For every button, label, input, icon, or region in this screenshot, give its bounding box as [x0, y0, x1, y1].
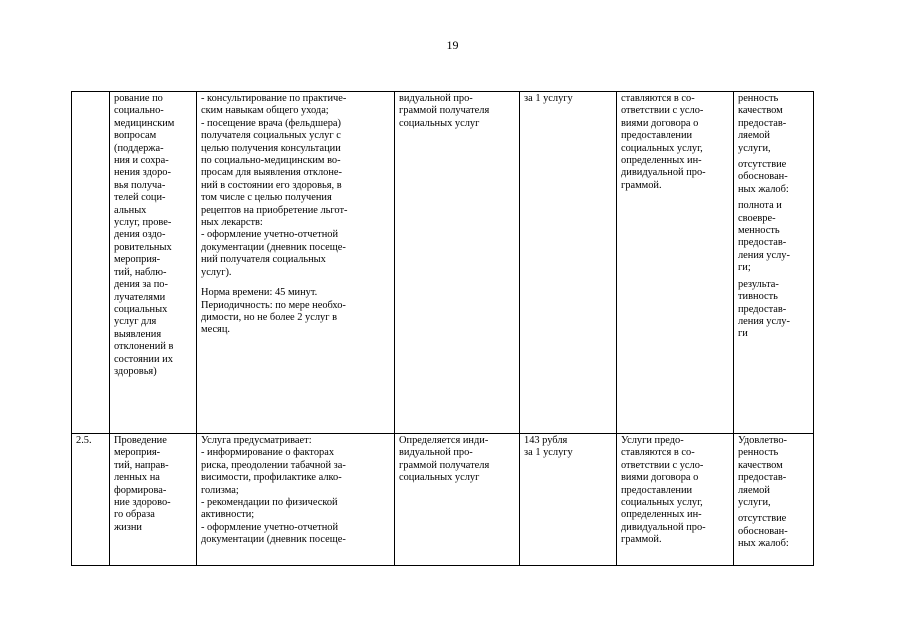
- cell-text-line: медицинским: [114, 117, 175, 129]
- cell-text-line: рецептов на приобретение льгот-: [201, 204, 348, 216]
- cell-text-line: граммой.: [621, 179, 662, 191]
- cell-text-line: ставляются в со-: [621, 447, 695, 459]
- cell-text-line: ответствии с усло-: [621, 459, 704, 471]
- cell-text-line: предоставлении: [621, 130, 693, 142]
- cell-text-line: получателя социальных услуг с: [201, 130, 341, 142]
- cell-text-line: услуги,: [738, 497, 771, 509]
- cell-text-line: граммой получателя: [399, 105, 490, 117]
- cell-text-line: целью получения консультации: [201, 142, 341, 154]
- cell-text-line: здоровья): [114, 365, 157, 377]
- cell-quality-indicators: [734, 434, 814, 566]
- cell-text-line: ления услу-: [738, 315, 790, 327]
- cell-text-line: го образа: [114, 509, 155, 521]
- cell-text-line: ных лекарств:: [201, 217, 263, 229]
- cell-text-line: услуг).: [201, 266, 232, 278]
- cell-text-line: качеством: [738, 459, 783, 471]
- cell-text-line: определенных ин-: [621, 509, 702, 521]
- cell-service-volume: [395, 92, 520, 434]
- cell-text-line: ровительных: [114, 241, 172, 253]
- cell-text-line: предостав-: [738, 303, 787, 315]
- cell-text-line: дения за по-: [114, 279, 168, 291]
- cell-text-line: предостав-: [738, 237, 787, 249]
- cell-text-line: Услуга предусматривает:: [201, 435, 312, 446]
- cell-text-line: активности;: [201, 509, 255, 521]
- cell-text-line: дения оздо-: [114, 229, 166, 241]
- cell-text-line: ским навыкам общего ухода;: [201, 105, 329, 117]
- table-row: [72, 92, 814, 434]
- cell-text-line: социальных услуг,: [621, 497, 703, 509]
- cell-service-conditions: [617, 92, 734, 434]
- cell-text-line: риска, преодолении табачной за-: [201, 459, 346, 471]
- cell-text-line: вья получа-: [114, 179, 166, 191]
- cell-text-line: висимости, профилактике алко-: [201, 472, 342, 484]
- cell-text-line: мероприя-: [114, 254, 161, 266]
- cell-text-line: своевре-: [738, 212, 776, 224]
- cell-text-line: тий, наблю-: [114, 266, 167, 278]
- cell-text-line: просам для выявления отклоне-: [201, 167, 342, 179]
- cell-text-line: 143 рубля: [524, 435, 568, 446]
- cell-text-line: Проведение: [114, 435, 167, 446]
- page-number: 19: [446, 38, 459, 52]
- cell-text-line: тий, направ-: [114, 459, 169, 471]
- cell-text-line: ных жалоб:: [738, 183, 789, 195]
- cell-text-line: ренность: [738, 93, 779, 104]
- cell-text-line: том числе с целью получения: [201, 192, 332, 204]
- cell-text-line: виями договора о: [621, 472, 699, 484]
- cell-service-volume: [395, 434, 520, 566]
- cell-text-line: ных жалоб:: [738, 538, 789, 550]
- cell-text-line: услуги,: [738, 142, 771, 154]
- cell-text-line: социальных услуг,: [621, 142, 703, 154]
- cell-text-line: предостав-: [738, 472, 787, 484]
- cell-service-price: [520, 434, 617, 566]
- cell-text-line: мероприя-: [114, 447, 161, 459]
- cell-service-description: [197, 92, 395, 434]
- cell-text-line: ги: [738, 328, 748, 340]
- cell-text-line: вопросам: [114, 130, 157, 142]
- cell-text-line: лучателями: [114, 291, 166, 303]
- cell-text-line: обоснован-: [738, 525, 788, 537]
- cell-text-line: нения здоро-: [114, 167, 171, 179]
- cell-text-line: тивность: [738, 291, 778, 303]
- cell-service-price: [520, 92, 617, 434]
- cell-text-line: жизни: [114, 521, 142, 533]
- cell-text-line: за 1 услугу: [524, 93, 573, 104]
- cell-text-line: ги;: [738, 262, 751, 274]
- cell-text-line: выявления: [114, 328, 162, 340]
- cell-text-line: ляемой: [738, 484, 770, 496]
- cell-text-line: ренность: [738, 447, 779, 459]
- cell-text-line: альных: [114, 204, 147, 216]
- cell-text-line: видуальной про-: [399, 93, 473, 104]
- cell-text-line: ленных на: [114, 472, 160, 484]
- cell-text-line: определенных ин-: [621, 155, 702, 167]
- cell-text-line: документации (дневник посеще-: [201, 241, 346, 253]
- cell-text-line: формирова-: [114, 484, 167, 496]
- cell-service-description: [197, 434, 395, 566]
- cell-text-line: дивидуальной про-: [621, 167, 706, 179]
- cell-text-line: за 1 услугу: [524, 447, 573, 459]
- cell-text-line: граммой.: [621, 534, 662, 546]
- cell-text-line: предостав-: [738, 117, 787, 129]
- cell-text-line: социальных услуг: [399, 472, 480, 484]
- cell-text-line: услуг, прове-: [114, 217, 172, 229]
- cell-number: [72, 92, 110, 434]
- cell-text-line: виями договора о: [621, 117, 699, 129]
- cell-text-line: качеством: [738, 105, 783, 117]
- cell-text-line: месяц.: [201, 324, 230, 336]
- cell-quality-indicators: [734, 92, 814, 434]
- cell-text-line: менность: [738, 225, 780, 237]
- cell-text-line: (поддержа-: [114, 142, 164, 154]
- cell-text-line: Норма времени: 45 минут.: [201, 287, 318, 299]
- cell-text-line: ние здорово-: [114, 497, 171, 509]
- cell-text-line: обоснован-: [738, 171, 788, 183]
- services-table: [71, 91, 814, 566]
- cell-text-line: Удовлетво-: [738, 435, 787, 446]
- cell-text-line: голизма;: [201, 484, 239, 496]
- cell-text-line: документации (дневник посеще-: [201, 534, 346, 546]
- cell-text-line: по социально-медицинским во-: [201, 155, 341, 167]
- cell-text-line: - оформление учетно-отчетной: [201, 229, 339, 241]
- cell-text-line: ставляются в со-: [621, 93, 695, 104]
- cell-text-line: - посещение врача (фельдшера): [201, 117, 341, 129]
- cell-text-line: Определяется инди-: [399, 435, 489, 446]
- cell-text-line: социальных: [114, 303, 168, 315]
- cell-text-line: - информирование о факторах: [201, 447, 335, 459]
- cell-text-line: граммой получателя: [399, 459, 490, 471]
- cell-service-name: [110, 434, 197, 566]
- cell-text-line: полнота и: [738, 200, 782, 212]
- cell-text-line: предоставлении: [621, 484, 693, 496]
- cell-text-line: - консультирование по практиче-: [201, 93, 347, 104]
- cell-text-line: ний в состоянии его здоровья, в: [201, 179, 342, 191]
- cell-text-line: видуальной про-: [399, 447, 473, 459]
- cell-text-line: телей соци-: [114, 192, 166, 204]
- cell-text-line: Услуги предо-: [621, 435, 684, 446]
- cell-text-line: димости, но не более 2 услуг в: [201, 311, 338, 323]
- cell-text-line: отклонений в: [114, 341, 174, 353]
- cell-text-line: отсутствие: [738, 513, 787, 525]
- cell-text-line: социальных услуг: [399, 117, 480, 129]
- cell-text-line: дивидуальной про-: [621, 521, 706, 533]
- cell-text-line: ния и сохра-: [114, 155, 169, 167]
- cell-service-name: [110, 92, 197, 434]
- cell-service-conditions: [617, 434, 734, 566]
- cell-text-line: результа-: [738, 278, 779, 290]
- cell-text-line: услуг для: [114, 316, 157, 328]
- table-row: [72, 434, 814, 566]
- cell-text-line: ляемой: [738, 130, 770, 142]
- cell-text-line: социально-: [114, 105, 164, 117]
- cell-text-line: отсутствие: [738, 159, 787, 171]
- cell-text-line: - рекомендации по физической: [201, 497, 338, 509]
- cell-text-line: Периодичность: по мере необхо-: [201, 299, 346, 311]
- cell-text-line: ления услу-: [738, 249, 790, 261]
- cell-number: 2.5.: [72, 434, 110, 566]
- cell-text-line: состоянии их: [114, 353, 173, 365]
- cell-text-line: - оформление учетно-отчетной: [201, 521, 339, 533]
- cell-text-line: ний получателя социальных: [201, 254, 326, 266]
- cell-text-line: ответствии с усло-: [621, 105, 704, 117]
- cell-text-line: рование по: [114, 93, 163, 104]
